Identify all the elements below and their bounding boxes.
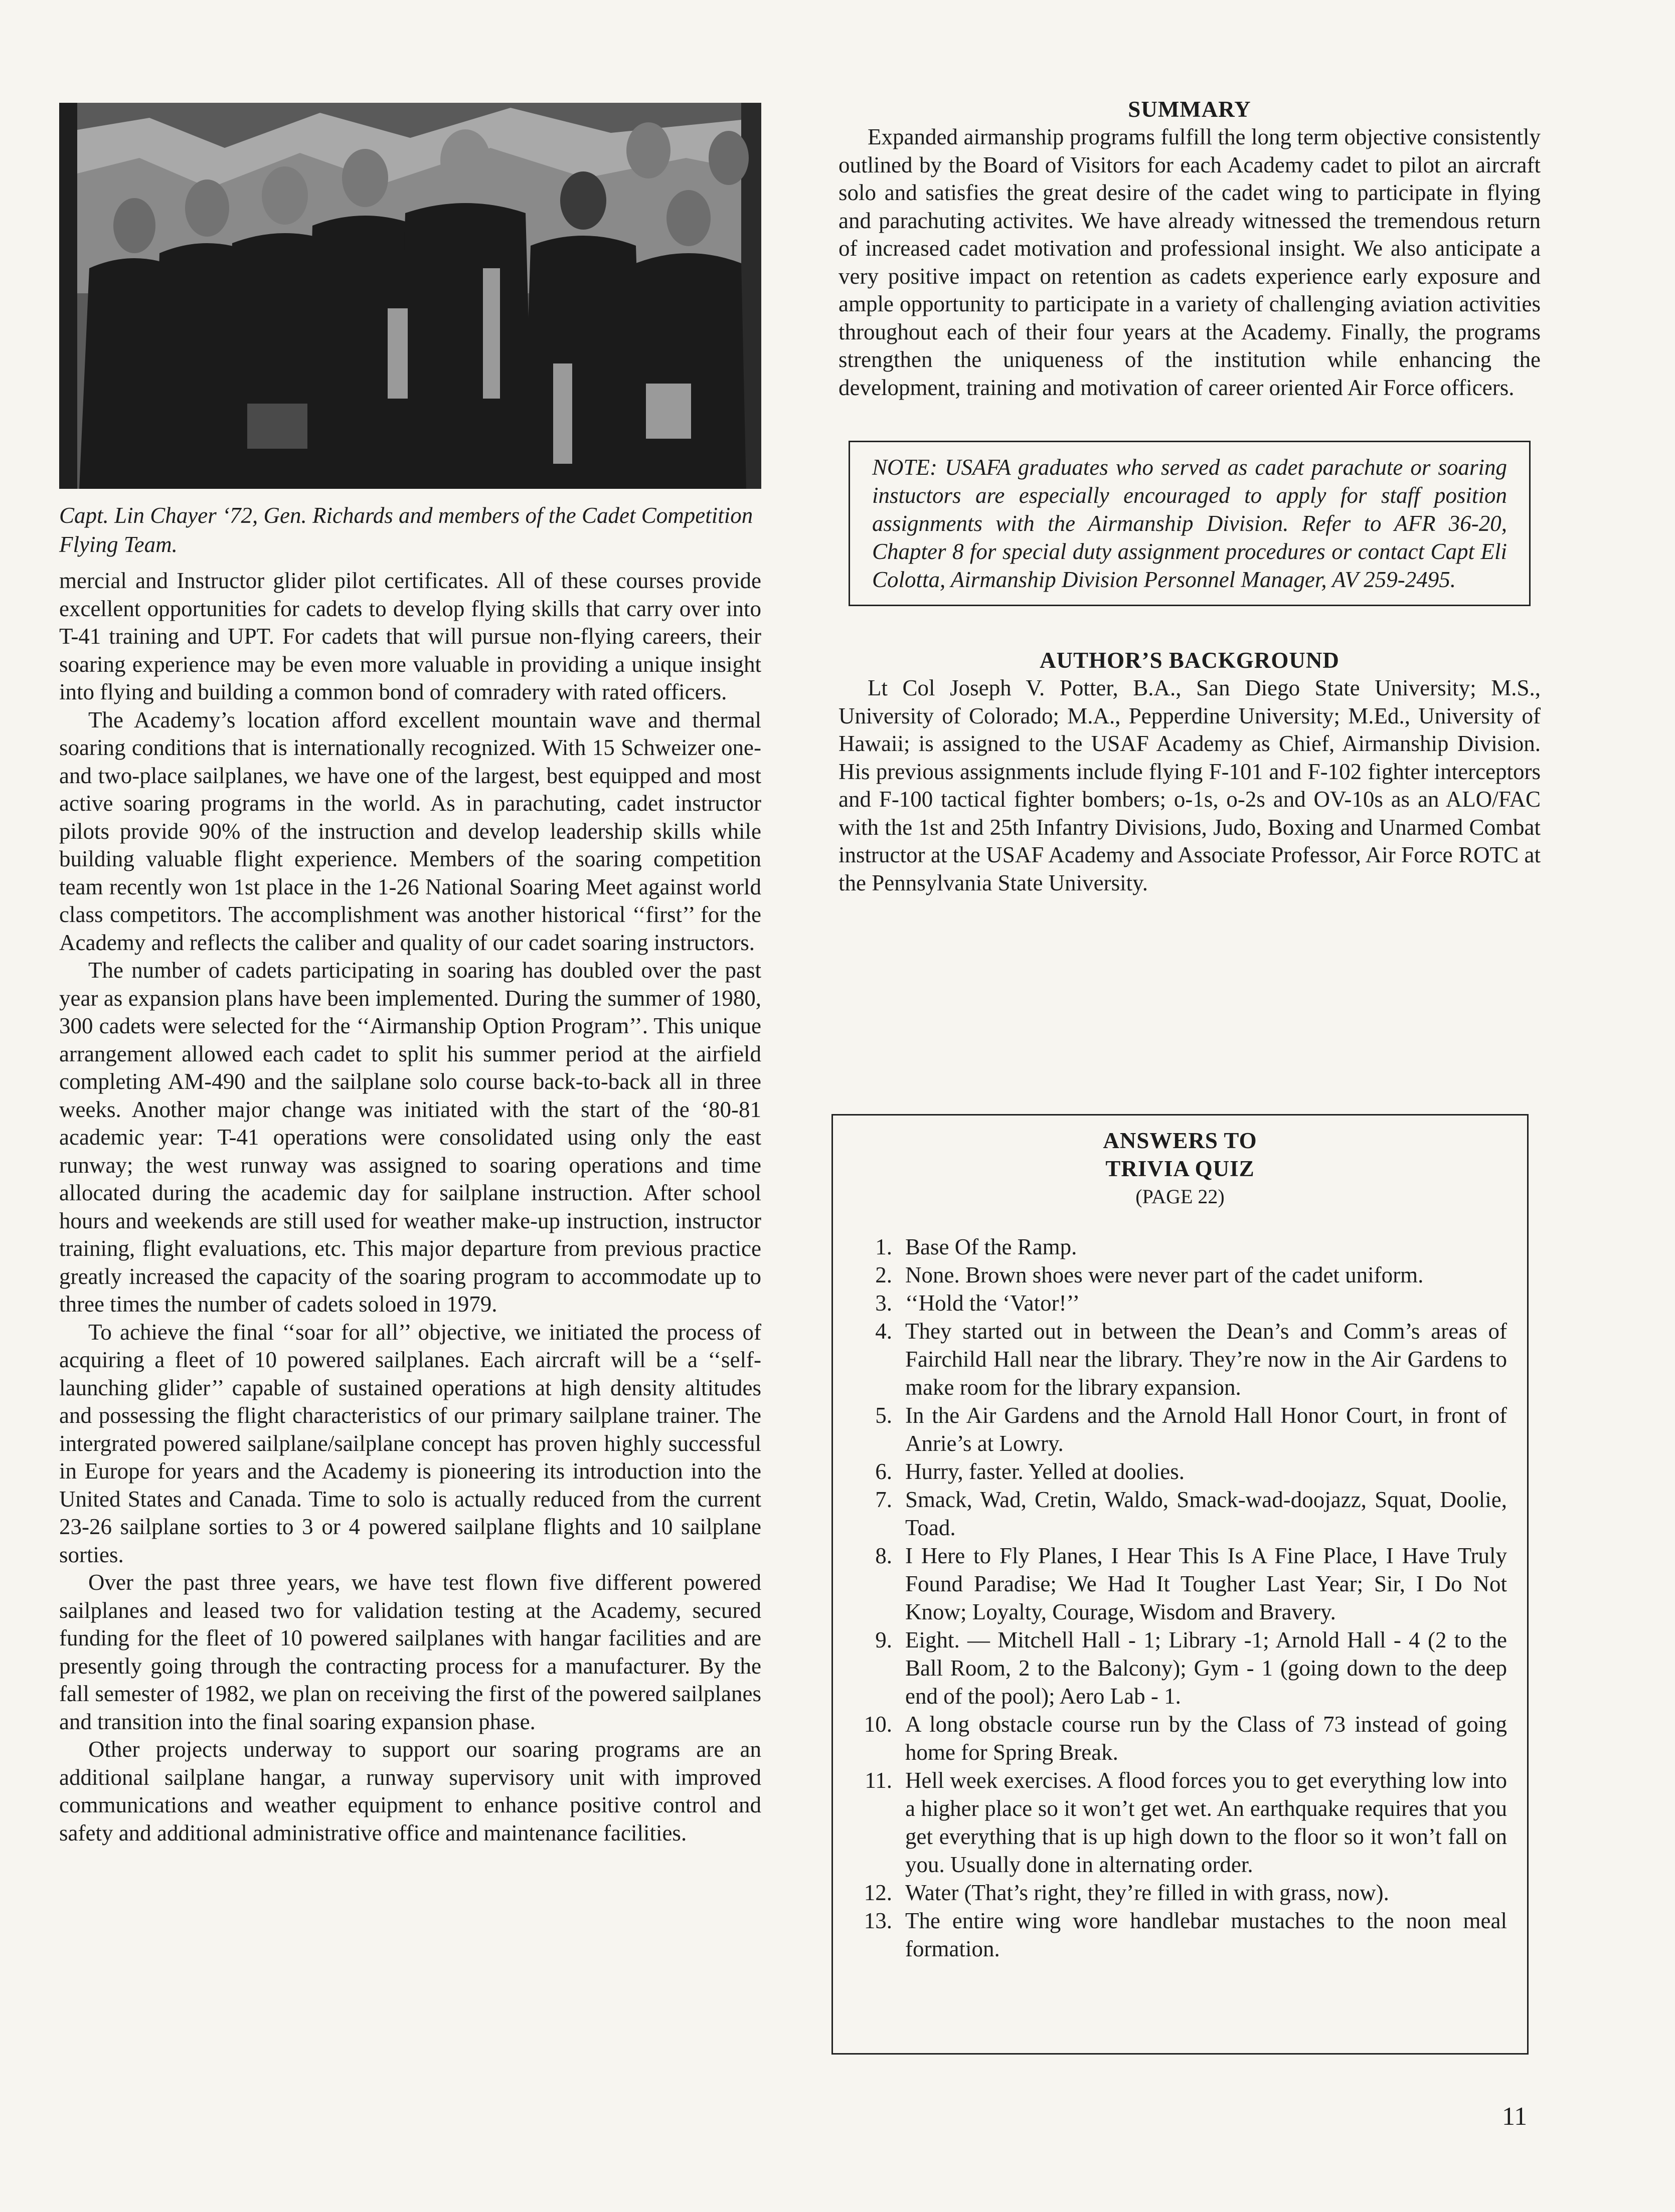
author-text: Lt Col Joseph V. Potter, B.A., San Diego State University; M.S., University of Colorado; M.A., Pepperdine University; M.Ed., University of Hawaii; is assigned to the USAF Academy as Chief, Airmanship Division. His previous assignments include flying F-101 and F-102 fighter interceptors and F-100 tactical fighter bombers; o-1s, o-2s and OV-10s as an ALO/FAC with the 1st and 25th Infantry Divisions, Judo, Boxing and Unarmed Combat instructor at the USAF Academy and Associate Professor, Air Force ROTC at the Pennsylvania State University. xyxy=(839,675,1541,895)
trivia-heading-line1: ANSWERS TO xyxy=(1103,1128,1257,1153)
answer-number: 7. xyxy=(875,1487,892,1512)
trivia-answer xyxy=(853,1233,1507,1261)
body-paragraph: The number of cadets participating in soaring has doubled over the past year as expansion plans have been implemented. During the summer of 1980, 300 cadets were selected for the ‘‘Airmanship Option Program’’. This unique arrangement allowed each cadet to split his summer period at the airfield completing AM-490 and the sailplane solo course back-to-back all in three weeks. Another major change was initiated with the start of the ‘80-81 academic year: T-41 operations were consolidated using only the east runway; the west runway was assigned to soaring operations and time allocated during the academic day for sailplane instruction. After school hours and weekends are still used for weather make-up instruction, instructor training, flight evaluations, etc. This major departure from previous practice greatly increased the capacity of the soaring program to accommodate up to three times the number of cadets soloed in 1979. xyxy=(59,958,761,1317)
trivia-answer xyxy=(853,1289,1507,1317)
answer-text: They started out in between the Dean’s and Comm’s areas of Fairchild Hall near the library. They’re now in the Air Gardens to make room for the library expansion. xyxy=(905,1319,1507,1400)
page-number: 11 xyxy=(1502,2102,1528,2131)
answer-text: Eight. — Mitchell Hall - 1; Library -1; Arnold Hall - 4 (2 to the Ball Room, 2 to the Balcony); Gym - 1 (going down to the deep end of the pool); Aero Lab - 1. xyxy=(905,1627,1507,1709)
answer-text: The entire wing wore handlebar mustaches to the noon meal formation. xyxy=(905,1908,1507,1961)
answer-number: 8. xyxy=(875,1543,892,1568)
body-paragraph: Over the past three years, we have test flown five different powered sailplanes and leased two for validation testing at the Academy, secured funding for the fleet of 10 powered sailplanes with hangar facilities and are presently going through the contracting process for a manufacturer. By the fall semester of 1982, we plan on receiving the first of the powered sailplanes and transition into the final soaring expansion phase. xyxy=(59,1570,761,1734)
body-paragraph: mercial and Instructor glider pilot certificates. All of these courses provide excellent opportunities for cadets to develop flying skills that carry over into T-41 training and UPT. For cadets that will pursue non-flying careers, their soaring experience may be even more valuable in providing a unique insight into flying and building a common bond of comradery with rated officers. xyxy=(59,568,761,704)
answer-text: In the Air Gardens and the Arnold Hall Honor Court, in front of Anrie’s at Lowry. xyxy=(905,1403,1507,1456)
trivia-answer xyxy=(853,1907,1507,1963)
photo-caption: Capt. Lin Chayer ‘72, Gen. Richards and members of the Cadet Competition Flying Team. xyxy=(59,503,753,557)
trivia-answer xyxy=(853,1317,1507,1401)
answer-text: None. Brown shoes were never part of the cadet uniform. xyxy=(905,1262,1424,1287)
answer-number: 2. xyxy=(875,1262,892,1287)
trivia-answer xyxy=(853,1879,1507,1907)
answer-number: 4. xyxy=(875,1319,892,1344)
trivia-answer xyxy=(853,1261,1507,1289)
answer-text: Base Of the Ramp. xyxy=(905,1234,1077,1259)
answer-number: 10. xyxy=(864,1712,892,1737)
body-paragraph: To achieve the final ‘‘soar for all’’ objective, we initiated the process of acquiring a fleet of 10 powered sailplanes. Each aircraft will be a ‘‘self-launching glider’’ capable of sustained operations at high density altitudes and possessing the flight characteristics of our primary sailplane trainer. The intergrated powered sailplane/sailplane concept has proven highly successful in Europe for years and the Academy is pioneering its introduction into the United States and Canada. Time to solo is actually reduced from the current 23-26 sailplane sorties to 3 or 4 powered sailplane flights and 10 sailplane sorties. xyxy=(59,1319,761,1567)
note-box xyxy=(849,441,1531,606)
answer-text: ‘‘Hold the ‘Vator!’’ xyxy=(905,1291,1080,1316)
answer-number: 3. xyxy=(875,1291,892,1316)
author-heading: AUTHOR’S BACKGROUND xyxy=(1040,648,1339,673)
right-column xyxy=(839,95,1541,897)
answer-text: Hell week exercises. A flood forces you to get everything low into a higher place so it won’t get wet. An earthquake requires that you get everything that is up high down to the floor so it won’t fall on you. Usually done in alternating order. xyxy=(905,1768,1507,1877)
answer-number: 6. xyxy=(875,1459,892,1484)
answer-text: Smack, Wad, Cretin, Waldo, Smack-wad-doojazz, Squat, Doolie, Toad. xyxy=(905,1487,1507,1540)
body-paragraph: The Academy’s location afford excellent mountain wave and thermal soaring conditions that is internationally recognized. With 15 Schweizer one- and two-place sailplanes, we have one of the largest, best equipped and most active soaring programs in the world. As in parachuting, cadet instructor pilots provide 90% of the instruction and develop leadership skills while building valuable flight experience. Members of the soaring competition team recently won 1st place in the 1-26 National Soaring Meet against world class competitors. The accomplishment was another historical ‘‘first’’ for the Academy and reflects the caliber and quality of our cadet soaring instructors. xyxy=(59,707,761,955)
answer-text: Water (That’s right, they’re filled in with grass, now). xyxy=(905,1880,1389,1905)
trivia-answer xyxy=(853,1457,1507,1486)
summary-text: Expanded airmanship programs fulfill the long term objective consistently outlined by the Board of Visitors for each Academy cadet to pilot an aircraft solo and satisfies the great desire of the cadet wing to participate in flying and parachuting activites. We have already witnessed the tremendous return of increased cadet motivation and professional insight. We also anticipate a very positive impact on retention as cadets experience early exposure and ample opportunity to participate in a variety of challenging aviation activities throughout each of their four years at the Academy. Finally, the programs strengthen the uniqueness of the institution while enhancing the development, training and motivation of career oriented Air Force officers. xyxy=(839,124,1541,400)
trivia-answer-list xyxy=(853,1233,1507,1963)
answer-number: 9. xyxy=(875,1627,892,1652)
summary-section xyxy=(839,95,1541,402)
answer-number: 5. xyxy=(875,1403,892,1428)
trivia-subheading: (PAGE 22) xyxy=(1135,1185,1225,1208)
author-section xyxy=(839,646,1541,897)
trivia-answers-box xyxy=(831,1114,1529,2055)
answer-text: Hurry, faster. Yelled at doolies. xyxy=(905,1459,1185,1484)
answer-number: 12. xyxy=(864,1880,892,1905)
trivia-answer xyxy=(853,1401,1507,1457)
summary-heading: SUMMARY xyxy=(1128,97,1251,122)
left-column xyxy=(59,103,761,1847)
photo-illustration xyxy=(59,103,761,489)
trivia-answer xyxy=(853,1710,1507,1766)
answer-number: 1. xyxy=(875,1234,892,1259)
answer-number: 11. xyxy=(865,1768,892,1793)
answer-number: 13. xyxy=(864,1908,892,1933)
trivia-answer xyxy=(853,1486,1507,1542)
trivia-heading-line2: TRIVIA QUIZ xyxy=(1105,1156,1255,1181)
answer-text: I Here to Fly Planes, I Hear This Is A Fine Place, I Have Truly Found Paradise; We Had It Tougher Last Year; Sir, I Do Not Know; Loyalty, Courage, Wisdom and Bravery. xyxy=(905,1543,1507,1624)
team-photo xyxy=(59,103,761,489)
trivia-answer xyxy=(853,1766,1507,1879)
answer-text: A long obstacle course run by the Class of 73 instead of going home for Spring Break. xyxy=(905,1712,1507,1765)
note-text: NOTE: USAFA graduates who served as cadet parachute or soaring instuctors are especially encouraged to apply for staff position assignments with the Airmanship Division. Refer to AFR 36-20, Chapter 8 for special duty assignment procedures or contact Capt Eli Colotta, Airmanship Division Personnel Manager, AV 259-2495. xyxy=(872,455,1507,592)
body-paragraph: Other projects underway to support our soaring programs are an additional sailplane hangar, a runway supervisory unit with improved communications and weather equipment to enhance positive control and safety and additional administrative office and maintenance facilities. xyxy=(59,1737,761,1846)
trivia-answer xyxy=(853,1626,1507,1710)
trivia-answer xyxy=(853,1542,1507,1626)
